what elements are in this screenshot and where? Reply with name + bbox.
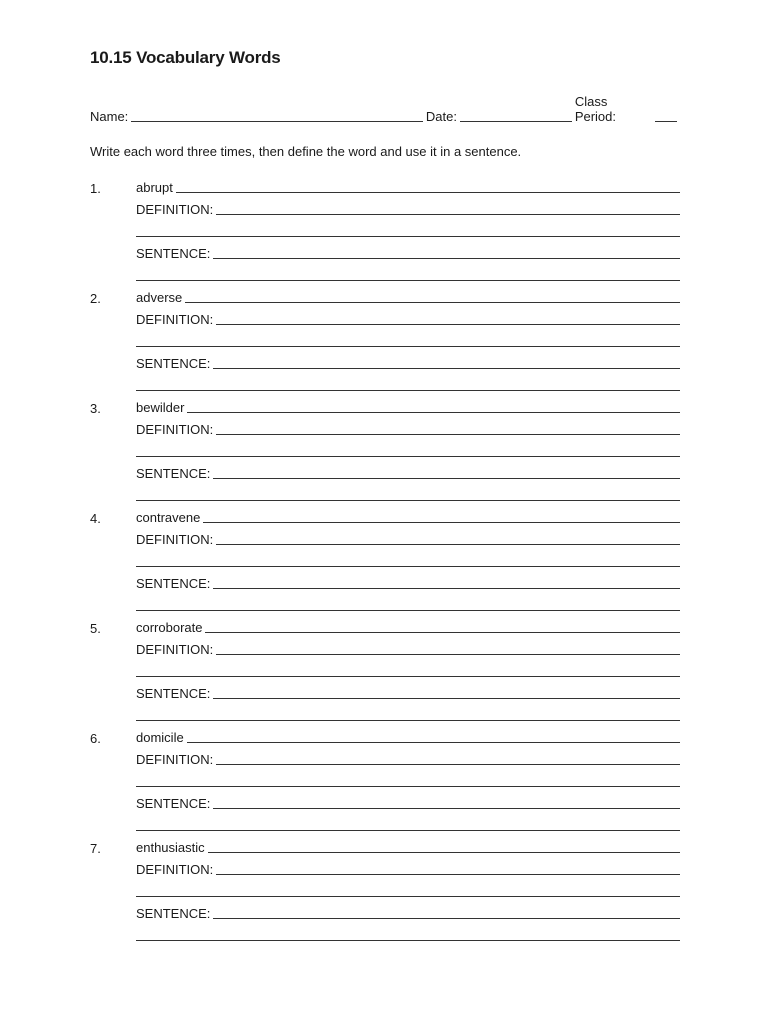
- vocabulary-word: enthusiastic: [136, 840, 205, 855]
- sentence-label: SENTENCE:: [136, 356, 211, 371]
- word-row: [136, 839, 680, 855]
- entry-number: 2.: [90, 291, 101, 306]
- word-practice-line[interactable]: [176, 180, 680, 193]
- sentence-continuation-row: [136, 377, 680, 393]
- definition-label: DEFINITION:: [136, 312, 214, 327]
- definition-label: DEFINITION:: [136, 862, 214, 877]
- definition-row: [136, 311, 680, 327]
- sentence-continuation-row: [136, 597, 680, 613]
- definition-label: DEFINITION:: [136, 532, 214, 547]
- sentence-line[interactable]: [213, 796, 680, 809]
- definition-continuation-row: [136, 773, 680, 789]
- definition-row: [136, 531, 680, 547]
- name-blank[interactable]: [131, 109, 423, 122]
- class-period-blank[interactable]: [655, 109, 677, 122]
- class-period-label: Class Period:: [574, 94, 617, 124]
- instructions-text: Write each word three times, then define the word and use it in a sentence.: [90, 144, 522, 159]
- sentence-continuation-row: [136, 707, 680, 723]
- definition-line[interactable]: [136, 884, 680, 897]
- vocabulary-word: domicile: [136, 730, 184, 745]
- definition-row: [136, 201, 680, 217]
- definition-label: DEFINITION:: [136, 752, 214, 767]
- date-blank[interactable]: [460, 109, 572, 122]
- sentence-label: SENTENCE:: [136, 466, 211, 481]
- sentence-continuation-row: [136, 487, 680, 503]
- vocabulary-word: bewilder: [136, 400, 185, 415]
- sentence-label: SENTENCE:: [136, 796, 211, 811]
- sentence-continuation-row: [136, 927, 680, 943]
- definition-line[interactable]: [136, 774, 680, 787]
- sentence-line[interactable]: [136, 708, 680, 721]
- definition-line[interactable]: [216, 422, 680, 435]
- definition-row: [136, 421, 680, 437]
- definition-continuation-row: [136, 443, 680, 459]
- sentence-label: SENTENCE:: [136, 906, 211, 921]
- sentence-row: [136, 465, 680, 481]
- sentence-line[interactable]: [213, 466, 680, 479]
- word-row: [136, 619, 680, 635]
- word-row: [136, 509, 680, 525]
- definition-continuation-row: [136, 883, 680, 899]
- definition-line[interactable]: [136, 334, 680, 347]
- sentence-line[interactable]: [213, 686, 680, 699]
- sentence-continuation-row: [136, 817, 680, 833]
- definition-line[interactable]: [216, 862, 680, 875]
- vocabulary-word: abrupt: [136, 180, 173, 195]
- definition-row: [136, 861, 680, 877]
- sentence-line[interactable]: [136, 268, 680, 281]
- sentence-row: [136, 575, 680, 591]
- definition-line[interactable]: [216, 312, 680, 325]
- sentence-row: [136, 905, 680, 921]
- sentence-row: [136, 355, 680, 371]
- date-label: Date:: [425, 109, 457, 124]
- word-practice-line[interactable]: [185, 290, 680, 303]
- vocabulary-word: corroborate: [136, 620, 203, 635]
- sentence-row: [136, 685, 680, 701]
- sentence-label: SENTENCE:: [136, 686, 211, 701]
- word-row: [136, 289, 680, 305]
- definition-label: DEFINITION:: [136, 202, 214, 217]
- sentence-line[interactable]: [136, 378, 680, 391]
- entry-number: 1.: [90, 181, 101, 196]
- sentence-line[interactable]: [213, 906, 680, 919]
- sentence-line[interactable]: [213, 356, 680, 369]
- sentence-line[interactable]: [136, 488, 680, 501]
- sentence-line[interactable]: [136, 928, 680, 941]
- definition-continuation-row: [136, 663, 680, 679]
- word-practice-line[interactable]: [205, 620, 680, 633]
- name-label: Name:: [90, 109, 129, 124]
- definition-line[interactable]: [136, 554, 680, 567]
- word-row: [136, 179, 680, 195]
- definition-row: [136, 641, 680, 657]
- definition-line[interactable]: [136, 224, 680, 237]
- entry-number: 5.: [90, 621, 101, 636]
- definition-continuation-row: [136, 333, 680, 349]
- entry-number: 3.: [90, 401, 101, 416]
- entry-number: 7.: [90, 841, 101, 856]
- sentence-line[interactable]: [213, 576, 680, 589]
- definition-line[interactable]: [136, 444, 680, 457]
- word-practice-line[interactable]: [203, 510, 680, 523]
- definition-label: DEFINITION:: [136, 642, 214, 657]
- sentence-label: SENTENCE:: [136, 246, 211, 261]
- entry-number: 4.: [90, 511, 101, 526]
- word-practice-line[interactable]: [208, 840, 680, 853]
- definition-line[interactable]: [216, 752, 680, 765]
- sentence-row: [136, 245, 680, 261]
- word-row: [136, 399, 680, 415]
- definition-continuation-row: [136, 553, 680, 569]
- entry-number: 6.: [90, 731, 101, 746]
- definition-line[interactable]: [136, 664, 680, 677]
- definition-line[interactable]: [216, 532, 680, 545]
- student-info-line: [90, 94, 680, 124]
- definition-label: DEFINITION:: [136, 422, 214, 437]
- sentence-label: SENTENCE:: [136, 576, 211, 591]
- vocabulary-word: contravene: [136, 510, 201, 525]
- definition-row: [136, 751, 680, 767]
- definition-continuation-row: [136, 223, 680, 239]
- sentence-line[interactable]: [213, 246, 680, 259]
- word-practice-line[interactable]: [187, 730, 680, 743]
- page-title: 10.15 Vocabulary Words: [90, 48, 281, 67]
- word-row: [136, 729, 680, 745]
- sentence-line[interactable]: [136, 598, 680, 611]
- definition-line[interactable]: [216, 642, 680, 655]
- vocabulary-word: adverse: [136, 290, 183, 305]
- sentence-row: [136, 795, 680, 811]
- definition-line[interactable]: [216, 202, 680, 215]
- sentence-line[interactable]: [136, 818, 680, 831]
- word-practice-line[interactable]: [187, 400, 680, 413]
- sentence-continuation-row: [136, 267, 680, 283]
